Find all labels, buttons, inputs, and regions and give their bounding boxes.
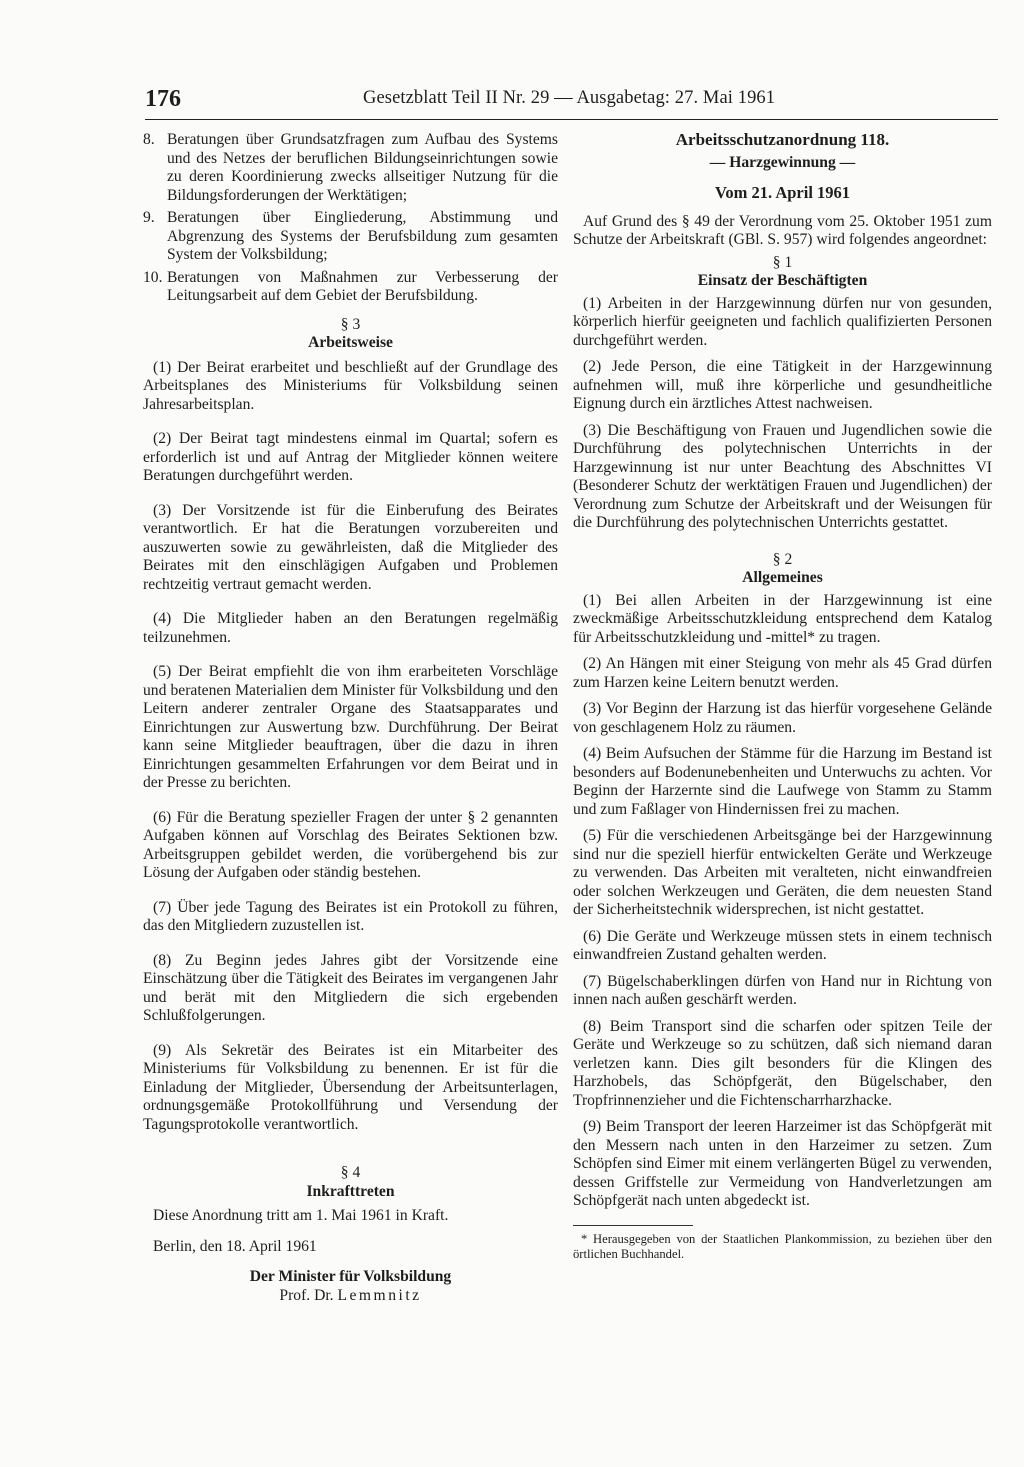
paragraph: (9) Als Sekretär des Beirates ist ein Mitarbeiter des Ministeriums für Volksbildung zu benennen. Er ist für die Einladung der Mitglieder, Übersendung der Arbeitsunterlagen, ordnungsgemäße Protokollführung und Versendung der Tagungsprotokolle verantwortlich. <box>143 1041 558 1133</box>
paragraph: (2) An Hängen mit einer Steigung von mehr als 45 Grad dürfen zum Harzen keine Leitern benutzt werden. <box>573 655 992 691</box>
signer-title: Der Minister für Volksbildung <box>249 1268 452 1285</box>
paragraph: (5) Der Beirat empfiehlt die von ihm erarbeiteten Vorschläge und beratenen Materialien dem Minister für Volksbildung und den Leitern anderer zentraler Organe des Staatsapparates und Einrichtungen zur Auswertung bzw. Durchführung. Der Beirat kann seine Mitglieder beauftragen, über die dazu in ihren Einrichtungen gesammelten Erfahrungen vor dem Beirat und in der Presse zu berichten. <box>143 663 558 791</box>
section-2-number: § 2 <box>772 550 793 568</box>
signer-prefix: Prof. Dr. <box>279 1286 334 1304</box>
list-item-number: 8. <box>143 131 155 148</box>
footnote: * Herausgegeben von der Staatlichen Plankommission, zu beziehen über den örtlichen Buchhandel. <box>573 1231 992 1261</box>
paragraph: (2) Der Beirat tagt mindestens einmal im Quartal; sofern es erforderlich ist und auf Antrag der Mitglieder können weitere Beratungen durchgeführt werden. <box>143 430 558 484</box>
paragraph: (1) Arbeiten in der Harzgewinnung dürfen nur von gesunden, körperlich hierfür geeigneten und fachlich qualifizierten Personen durchgeführt werden. <box>573 294 992 349</box>
paragraph: (3) Der Vorsitzende ist für die Einberufung des Beirates verantwortlich. Er hat die Beratungen vorzubereiten und auszuwerten sowie zu gewährleisten, daß die Mitglieder des Beirates mit den einschlägigen Aufgaben und Problemen rechtzeitig vertraut gemacht werden. <box>143 501 558 593</box>
page-header <box>145 86 998 116</box>
list-item <box>143 209 558 265</box>
place-date: Berlin, den 18. April 1961 <box>153 1237 317 1255</box>
paragraph: (7) Bügelschaberklingen dürfen von Hand nur in Richtung von innen nach außen geschärft werden. <box>573 972 992 1008</box>
order-date: Vom 21. April 1961 <box>714 183 851 202</box>
paragraph: (1) Der Beirat erarbeitet und beschließt auf der Grundlage des Arbeitsplanes des Ministeriums für Volksbildung seinen Jahresarbeitsplan. <box>143 358 558 413</box>
paragraph: (1) Bei allen Arbeiten in der Harzgewinnung ist eine zweckmäßige Arbeitsschutzkleidung entsprechend dem Katalog für Arbeitsschutzkleidung und -mittel* zu tragen. <box>573 591 992 646</box>
running-title: Gesetzblatt Teil II Nr. 29 — Ausgabetag: 27. Mai 1961 <box>363 88 776 108</box>
paragraph: (5) Für die verschiedenen Arbeitsgänge bei der Harzgewinnung sind nur die speziell hierfür entwickelten Geräte und Werkzeuge zu verwenden. Das Arbeiten mit veralteten, nicht einwandfreien oder solchen Werkzeugen und Geräten, die dem neuesten Stand der Sicherheitstechnik widersprechen, ist nicht gestattet. <box>573 827 992 918</box>
paragraph: (6) Für die Beratung spezieller Fragen der unter § 2 genannten Aufgaben können auf Vorschlag des Beirates Sektionen bzw. Arbeitsgruppen gebildet werden, die vorübergehend bis zur Lösung der Aufgaben oder ständig bestehen. <box>143 808 558 881</box>
list-item <box>143 269 558 306</box>
list-item <box>143 131 558 205</box>
header-rule <box>145 119 998 120</box>
list-item-text: Beratungen von Maßnahmen zur Verbesserung der Leitungsarbeit auf dem Gebiet der Berufsbildung. <box>167 268 558 304</box>
signer <box>143 1287 558 1306</box>
preamble: Auf Grund des § 49 der Verordnung vom 25. Oktober 1951 zum Schutze der Arbeitskraft (GBl. S. 957) wird folgendes angeordnet: <box>573 212 992 248</box>
paragraph: (7) Über jede Tagung des Beirates ist ein Protokoll zu führen, das den Mitgliedern zuzustellen ist. <box>143 898 558 934</box>
paragraph: (2) Jede Person, die eine Tätigkeit in der Harzgewinnung aufnehmen will, muß ihre körperliche und gesundheitliche Eignung durch ein ärztliches Attest nachweisen. <box>573 358 992 412</box>
section-1-number: § 1 <box>772 253 793 271</box>
section-1-title: Einsatz der Beschäftigten <box>697 272 868 289</box>
paragraph: (3) Vor Beginn der Harzung ist das hierfür vorgesehene Gelände von geschlagenem Holz zu räumen. <box>573 700 992 736</box>
list-item-text: Beratungen über Grundsatzfragen zum Aufbau des Systems und des Netzes der beruflichen Bildungseinrichtungen sowie zu deren Koordinierung zwecks allseitiger Nutzung für die Bildungsforderungen der Werktätigen; <box>167 131 558 204</box>
paragraph: (6) Die Geräte und Werkzeuge müssen stets in einem technisch einwandfreien Zustand gehalten werden. <box>573 927 992 963</box>
signer-name: Lemmnitz <box>337 1286 422 1304</box>
paragraph: (9) Beim Transport der leeren Harzeimer ist das Schöpfgerät mit den Messern nach unten in den Harzeimer zu setzen. Zum Schöpfen sind Eimer mit einem verlängerten Bügel zu verwenden, dessen Griffstelle zur Vermeidung von Handverletzungen am Schöpfgerät nach unten abgedeckt ist. <box>573 1118 992 1209</box>
section-2-title: Allgemeines <box>742 569 823 586</box>
list-item-number: 9. <box>143 209 155 226</box>
paragraph: Diese Anordnung tritt am 1. Mai 1961 in Kraft. <box>153 1207 449 1224</box>
paragraph: (3) Die Beschäftigung von Frauen und Jugendlichen sowie die Durchführung des polytechnischen Unterrichts in der Harzgewinnung ist nur unter Beachtung des Abschnittes VI (Besonderer Schutz der werktätigen Frauen und Jugendlichen) der Verordnung zum Schutze der Arbeitskraft und der Weisungen für die Durchführung des polytechnischen Unterrichts gestattet. <box>573 421 992 531</box>
page-number: 176 <box>145 86 181 112</box>
section-3-number: § 3 <box>340 315 361 333</box>
left-column <box>143 131 558 1305</box>
paragraph: (8) Zu Beginn jedes Jahres gibt der Vorsitzende eine Einschätzung über die Tätigkeit des Beirates im vergangenen Jahr und berät mit den Mitgliedern die sich ergebenden Schlußfolgerungen. <box>143 951 558 1024</box>
footnote-rule <box>573 1225 693 1226</box>
right-column <box>573 131 992 1262</box>
list-item-number: 10. <box>143 268 163 286</box>
paragraph: (4) Die Mitglieder haben an den Beratungen regelmäßig teilzunehmen. <box>143 610 558 646</box>
paragraph: (4) Beim Aufsuchen der Stämme für die Harzung im Bestand ist besonders auf Bodenunebenheiten und Unterwuchs zu achten. Vor Beginn der Harzernte sind die Laufwege von Stamm zu Stamm und zum Faßlager von Hindernissen frei zu machen. <box>573 745 992 818</box>
section-4-number: § 4 <box>340 1164 361 1181</box>
order-subtitle: — Harzgewinnung — <box>709 153 856 171</box>
list-item-text: Beratungen über Eingliederung, Abstimmung und Abgrenzung des Systems der Berufsbildung zum gesamten System der Volksbildung; <box>167 209 558 263</box>
paragraph: (8) Beim Transport sind die scharfen oder spitzen Teile der Geräte und Werkzeuge so zu schützen, daß sich niemand daran verletzen kann. Dies gilt besonders für die Klingen des Harzhobels, das Schöpfgerät, den Bügelschaber, den Tropfrinnenzieher und die Fichtenscharrharzhacke. <box>573 1017 992 1109</box>
section-4-title: Inkrafttreten <box>306 1182 395 1200</box>
section-3-title: Arbeitsweise <box>308 334 393 351</box>
order-title: Arbeitsschutzanordnung 118. <box>675 130 890 149</box>
